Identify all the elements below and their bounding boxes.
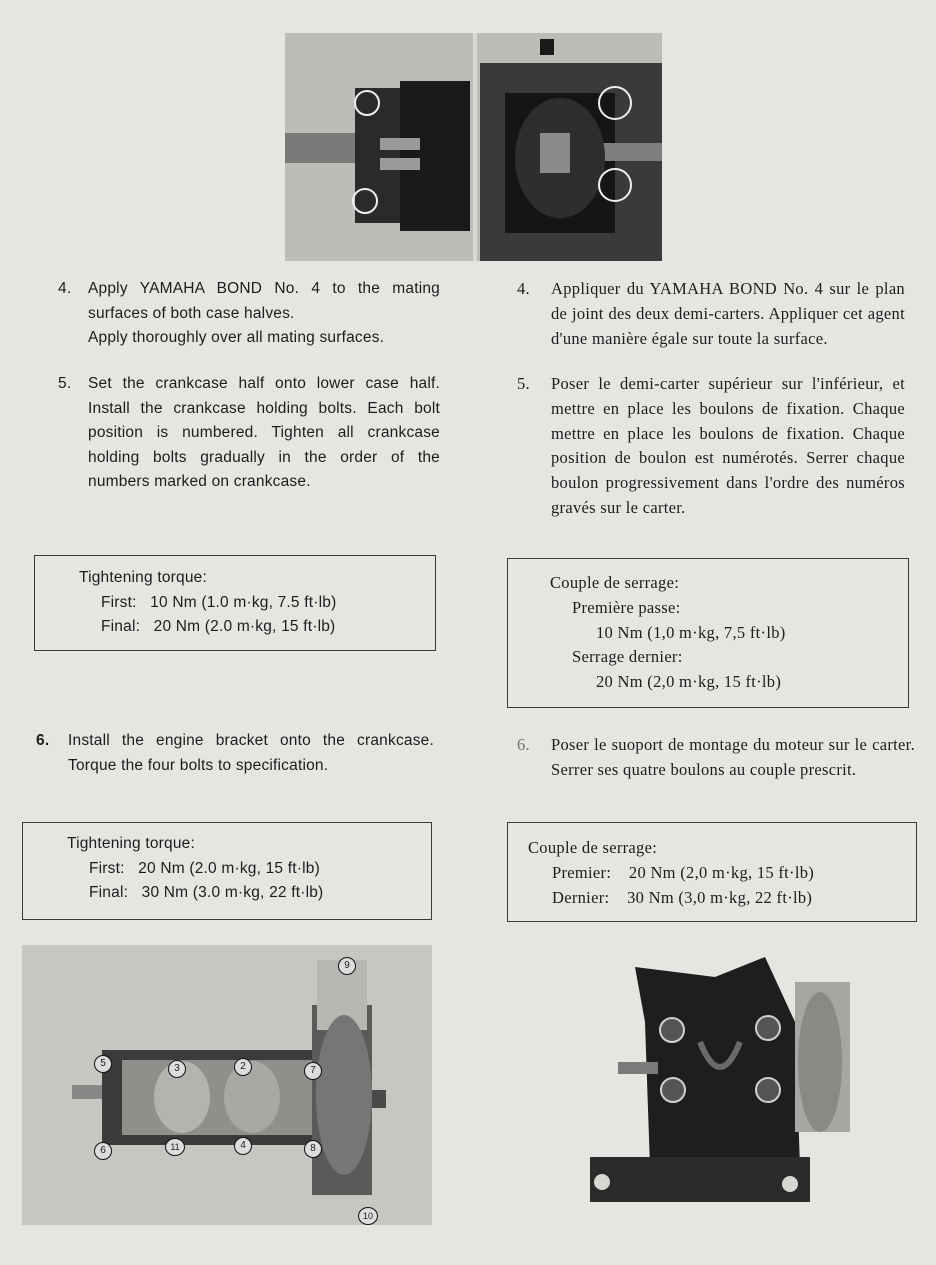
- bolt-number-2: 2: [234, 1058, 252, 1076]
- crankcase-halves-photo: [285, 33, 662, 261]
- en-torque-2-first-value: 20 Nm (2.0 m·kg, 15 ft·lb): [138, 859, 320, 877]
- fr-torque-2-first-label: Premier:: [552, 862, 612, 882]
- english-column-step5: [58, 372, 440, 495]
- en-step-4-number: 4.: [58, 280, 72, 297]
- fr-step-4-text: Appliquer du YAMAHA BOND No. 4 sur le plan de joint des deux demi-carters. Appliquer cet agent d'une manière égale sur toute la surface.: [551, 279, 905, 348]
- fr-torque-1-title: Couple de serrage:: [550, 573, 680, 592]
- fr-torque-2-first-value: 20 Nm (2,0 m·kg, 15 ft·lb): [628, 862, 815, 882]
- en-step-6-number: 6.: [36, 732, 50, 749]
- en-step-4-text-2: Apply thoroughly over all mating surfaces.: [88, 329, 385, 346]
- en-torque-1-title: Tightening torque:: [79, 569, 207, 586]
- en-torque-box-1: [34, 555, 436, 651]
- en-torque-1-first-label: First:: [101, 593, 137, 611]
- fr-torque-1-final-label: Serrage dernier:: [572, 647, 683, 667]
- en-torque-2-final-label: Final:: [89, 884, 129, 901]
- fr-torque-1-first-value: 10 Nm (1,0 m·kg, 7,5 ft·lb): [596, 622, 786, 642]
- en-step-5-number: 5.: [58, 375, 72, 392]
- fr-step-6-number: 6.: [517, 735, 530, 754]
- en-torque-2-first-label: First:: [89, 859, 125, 877]
- fr-torque-2-final-label: Dernier:: [552, 887, 610, 907]
- french-column-step5: [517, 372, 905, 521]
- en-step-4-text: Apply YAMAHA BOND No. 4 to the mating surfaces of both case halves.: [88, 280, 440, 322]
- fr-step-5-number: 5.: [517, 374, 530, 393]
- en-torque-2-title: Tightening torque:: [67, 835, 195, 852]
- bolt-number-6: 6: [94, 1142, 112, 1160]
- french-column: [517, 277, 905, 351]
- bolt-number-8: 8: [304, 1140, 322, 1158]
- bolt-number-9: 9: [338, 957, 356, 975]
- fr-torque-box-2: [507, 822, 917, 922]
- bolt-number-3: 3: [168, 1060, 186, 1078]
- bolt-number-7: 7: [304, 1062, 322, 1080]
- crankcase-bolt-order-photo: [22, 945, 432, 1225]
- en-torque-1-final-value: 20 Nm (2.0 m·kg, 15 ft·lb): [153, 618, 336, 635]
- en-torque-1-final-label: Final:: [101, 618, 141, 635]
- en-step-6-text: Install the engine bracket onto the crankcase. Torque the four bolts to specification.: [68, 732, 434, 774]
- en-torque-2-final-value: 30 Nm (3.0 m·kg, 22 ft·lb): [141, 884, 324, 901]
- fr-torque-2-final-value: 30 Nm (3,0 m·kg, 22 ft·lb): [627, 887, 813, 907]
- bolt-number-5: 5: [94, 1055, 112, 1073]
- fr-torque-2-title: Couple de serrage:: [528, 838, 658, 857]
- fr-step-6-text: Poser le suoport de montage du moteur sur le carter. Serrer ses quatre boulons au couple prescrit.: [551, 735, 915, 779]
- french-column-step6: [517, 733, 915, 783]
- en-step-4: [58, 277, 440, 351]
- en-torque-box-2: [22, 822, 432, 920]
- fr-torque-box-1: [507, 558, 909, 708]
- bolt-number-10: 10: [358, 1207, 378, 1225]
- english-column: [58, 277, 440, 351]
- en-torque-1-first-value: 10 Nm (1.0 m·kg, 7.5 ft·lb): [150, 593, 337, 611]
- fr-step-5: [517, 372, 905, 521]
- english-column-step6: [36, 729, 434, 778]
- fr-torque-1-final-value: 20 Nm (2,0 m·kg, 15 ft·lb): [596, 672, 782, 692]
- bolt-number-4: 4: [234, 1137, 252, 1155]
- fr-torque-1-first-label: Première passe:: [572, 597, 681, 617]
- fr-step-4: [517, 277, 905, 351]
- fr-step-6: [517, 733, 915, 783]
- fr-step-4-number: 4.: [517, 279, 530, 298]
- fr-step-5-text: Poser le demi-carter supérieur sur l'inférieur, et mettre en place les boulons de fixation. Chaque mettre en place les boulons de fixation. Chaque position de boulon est numérotés. Serrer chaque boulon progressivement dans l'ordre des numéros gravés sur le carter.: [551, 374, 905, 517]
- engine-bracket-photo: [590, 952, 875, 1212]
- en-step-6: [36, 729, 434, 778]
- en-step-5: [58, 372, 440, 495]
- bolt-number-11: 11: [165, 1138, 185, 1156]
- en-step-5-text: Set the crankcase half onto lower case half. Install the crankcase holding bolts. Each bolt position is numbered. Tighten all crankcase holding bolts gradually in the order of the numbers marked on crankcase.: [88, 375, 440, 490]
